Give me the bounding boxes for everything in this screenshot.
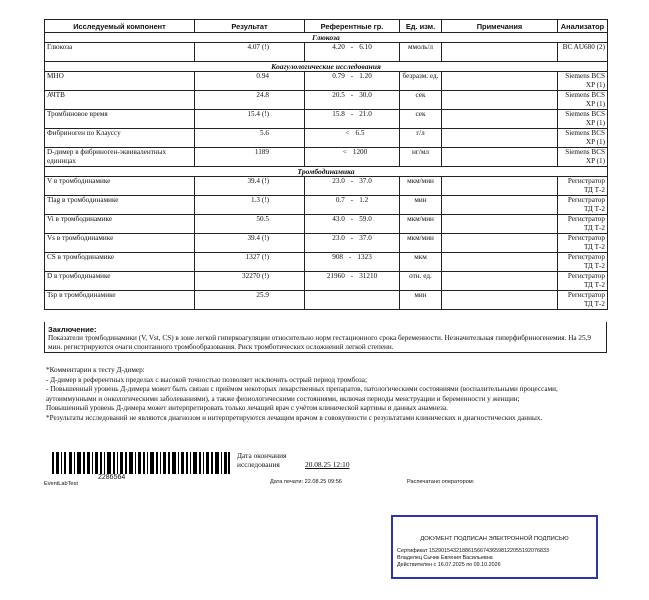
results-table xyxy=(44,19,608,310)
section-header-row xyxy=(45,33,608,43)
reference-low: 0.79 xyxy=(332,72,345,80)
unit: мин xyxy=(400,196,442,215)
reference-sep: - xyxy=(350,110,354,118)
printed-by-operator: Распечатано оператором: xyxy=(407,479,475,485)
table-header-row xyxy=(45,20,608,33)
reference-high: 6.5 xyxy=(355,129,365,137)
signature-certificate: Сертификат 1529015432188615667436598122055192076833 xyxy=(397,548,549,554)
reference-sep: - xyxy=(350,177,354,185)
comment-line: *Комментарии к тесту Д-димер: xyxy=(46,366,145,374)
note xyxy=(442,129,558,148)
unit: ммоль/л xyxy=(400,43,442,62)
reference-high: 37.0 xyxy=(359,177,372,185)
analyzer: Регистратор ТД Т-2 xyxy=(558,234,608,253)
analyzer: Регистратор ТД Т-2 xyxy=(558,196,608,215)
header-component: Исследуемый компонент xyxy=(45,20,195,33)
note xyxy=(442,234,558,253)
reference-range xyxy=(305,253,400,272)
header-reference: Референтные гр. xyxy=(305,20,400,33)
reference-sep: - xyxy=(350,234,354,242)
component-name: D-димер в фибриноген-эквивалентных единицах xyxy=(45,148,195,167)
reference-low: 23.0 xyxy=(332,177,345,185)
unit: безразм. ед. xyxy=(400,72,442,91)
table-row xyxy=(45,196,608,215)
reference-high: 37.0 xyxy=(359,234,372,242)
header-analyzer: Анализатор xyxy=(558,20,608,33)
comment-line: *Результаты исследований не являются диагнозом и интерпретируются лечащим врачом в совокупности с результатами клинических и диагностических данных. xyxy=(46,413,543,422)
result-value: 4.07 (!) xyxy=(195,43,305,62)
table-row xyxy=(45,110,608,129)
electronic-signature-stamp xyxy=(391,515,598,579)
reference-high: 21.0 xyxy=(359,110,372,118)
analyzer: Регистратор ТД Т-2 xyxy=(558,253,608,272)
section-title: Глюкоза xyxy=(45,33,608,43)
unit: мин xyxy=(400,291,442,310)
conclusion-block xyxy=(44,322,607,353)
analyzer: Siemens BCS XP (1) xyxy=(558,110,608,129)
end-date-value: 20.08.25 12:10 xyxy=(305,460,350,469)
note xyxy=(442,91,558,110)
section-header-row xyxy=(45,62,608,72)
component-name: D в тромбодинамике xyxy=(45,272,195,291)
reference-high: 1323 xyxy=(357,253,372,261)
reference-high: 1.20 xyxy=(359,72,372,80)
reference-low: 43.0 xyxy=(332,215,345,223)
reference-sep: < xyxy=(345,129,350,137)
result-value: 1327 (!) xyxy=(195,253,305,272)
analyzer: Siemens BCS XP (1) xyxy=(558,72,608,91)
header-notes: Примечания xyxy=(442,20,558,33)
reference-high: 1200 xyxy=(352,148,368,156)
reference-range xyxy=(305,291,400,310)
reference-range xyxy=(305,110,400,129)
unit: мкм xyxy=(400,253,442,272)
reference-sep: < xyxy=(342,148,347,156)
table-row xyxy=(45,72,608,91)
result-value: 24.8 xyxy=(195,91,305,110)
table-row xyxy=(45,43,608,62)
result-value: 5.6 xyxy=(195,129,305,148)
unit: отн. ед. xyxy=(400,272,442,291)
component-name: CS в тромбодинамике xyxy=(45,253,195,272)
barcode-number: 2286564 xyxy=(98,474,126,481)
reference-low: 21960 xyxy=(326,272,345,280)
reference-range xyxy=(305,215,400,234)
component-name: Тромбиновое время xyxy=(45,110,195,129)
reference-range xyxy=(305,177,400,196)
result-value: 39.4 (!) xyxy=(195,234,305,253)
reference-high: 59.0 xyxy=(359,215,372,223)
note xyxy=(442,177,558,196)
reference-low: 23.0 xyxy=(332,234,345,242)
component-name: Vs в тромбодинамике xyxy=(45,234,195,253)
comment-line: Повышенный уровень Д-димера может интерпретировать только лечащий врач с учётом клинической картины и данных анамнеза. xyxy=(46,404,448,412)
table-row xyxy=(45,129,608,148)
analyzer: Siemens BCS XP (1) xyxy=(558,148,608,167)
table-row xyxy=(45,272,608,291)
signature-validity: Действителен с 16.07.2025 по 09.10.2026 xyxy=(397,562,501,568)
reference-range xyxy=(305,148,400,167)
analyzer: BC AU680 (2) xyxy=(558,43,608,62)
comment-line: - Д-димер в референтных пределах с высокой точностью позволяет исключить острый период тромбоза; xyxy=(46,375,367,384)
component-name: МНО xyxy=(45,72,195,91)
reference-sep: - xyxy=(350,272,354,280)
result-value: 50.5 xyxy=(195,215,305,234)
unit: сек xyxy=(400,110,442,129)
reference-sep: - xyxy=(349,253,352,261)
note xyxy=(442,272,558,291)
analyzer: Регистратор ТД Т-2 xyxy=(558,215,608,234)
unit: г/л xyxy=(400,129,442,148)
result-value: 1189 xyxy=(195,148,305,167)
signature-title: ДОКУМЕНТ ПОДПИСАН ЭЛЕКТРОННОЙ ПОДПИСЬЮ xyxy=(420,536,569,542)
reference-high: 6.10 xyxy=(359,43,372,51)
reference-range xyxy=(305,72,400,91)
table-row xyxy=(45,291,608,310)
reference-range xyxy=(305,234,400,253)
analyzer: Регистратор ТД Т-2 xyxy=(558,272,608,291)
component-name: Фибриноген по Клауссу xyxy=(45,129,195,148)
component-name: Tsp в тромбодинамике xyxy=(45,291,195,310)
reference-sep: - xyxy=(350,196,354,204)
system-name: EventLabTest xyxy=(44,481,78,487)
reference-sep: - xyxy=(350,43,354,51)
reference-sep: - xyxy=(350,215,354,223)
reference-range xyxy=(305,129,400,148)
analyzer: Регистратор ТД Т-2 xyxy=(558,177,608,196)
component-name: V в тромбодинамике xyxy=(45,177,195,196)
reference-range xyxy=(305,43,400,62)
header-result: Результат xyxy=(195,20,305,33)
section-title: Тромбодинамика xyxy=(45,167,608,177)
unit: мкм/мин xyxy=(400,234,442,253)
result-value: 39.4 (!) xyxy=(195,177,305,196)
analyzer: Siemens BCS XP (1) xyxy=(558,129,608,148)
table-row xyxy=(45,177,608,196)
reference-low: 20.5 xyxy=(332,91,345,99)
result-value: 1.3 (!) xyxy=(195,196,305,215)
end-date-label: Дата окончания исследования xyxy=(237,451,287,469)
unit: сек xyxy=(400,91,442,110)
component-name: Vi в тромбодинамике xyxy=(45,215,195,234)
note xyxy=(442,215,558,234)
comment-line: - Повышенный уровень Д-димера может быть связан с приёмом некоторых лекарственных препаратов, патологическими состояниями (воспалительными процессами, аутоиммунными и онкологическими заболеваниями), а также физиологическими состояниями, включая периоды менструации и беременности у женщин; xyxy=(46,385,558,403)
reference-low: 908 xyxy=(332,253,343,261)
component-name: Глюкоза xyxy=(45,43,195,62)
reference-sep: - xyxy=(350,72,354,80)
section-title: Коагулологические исследования xyxy=(45,62,608,72)
reference-high: 1.2 xyxy=(359,196,369,204)
result-value: 15.4 (!) xyxy=(195,110,305,129)
print-date: Дата печати: 22.08.25 09:56 xyxy=(270,479,342,485)
reference-sep: - xyxy=(350,91,354,99)
reference-low: 0.7 xyxy=(335,196,345,204)
table-row xyxy=(45,148,608,167)
unit: нг/мл xyxy=(400,148,442,167)
reference-range xyxy=(305,91,400,110)
result-value: 25.9 xyxy=(195,291,305,310)
reference-low: 4.20 xyxy=(332,43,345,51)
unit: мкм/мин xyxy=(400,215,442,234)
comments-block xyxy=(46,366,606,423)
note xyxy=(442,253,558,272)
table-row xyxy=(45,234,608,253)
table-row xyxy=(45,91,608,110)
header-unit: Ед. изм. xyxy=(400,20,442,33)
barcode xyxy=(52,452,230,474)
analyzer: Siemens BCS XP (1) xyxy=(558,91,608,110)
reference-range xyxy=(305,196,400,215)
conclusion-text: Показатели тромбодинамики (V, Vst, CS) в зоне легкой гиперкоагуляции относительно норм гестационного срока беременности. Незначительная гиперфибриногенемия. На 25,9 мин. регистрируются очаги спонтанного тромбообразования. Риск тромботических осложнений легкой степени. xyxy=(48,334,591,351)
table-row xyxy=(45,253,608,272)
component-name: Tlag в тромбодинамике xyxy=(45,196,195,215)
note xyxy=(442,72,558,91)
result-value: 32270 (!) xyxy=(195,272,305,291)
section-header-row xyxy=(45,167,608,177)
unit: мкм/мин xyxy=(400,177,442,196)
reference-high: 30.0 xyxy=(359,91,372,99)
result-value: 0.94 xyxy=(195,72,305,91)
note xyxy=(442,196,558,215)
signature-owner: Владелец Сычик Евгения Васильевна xyxy=(397,555,493,561)
component-name: АЧТВ xyxy=(45,91,195,110)
reference-range xyxy=(305,272,400,291)
table-row xyxy=(45,215,608,234)
reference-low: 15.8 xyxy=(332,110,345,118)
analyzer: Регистратор ТД Т-2 xyxy=(558,291,608,310)
note xyxy=(442,110,558,129)
note xyxy=(442,148,558,167)
conclusion-title: Заключение: xyxy=(48,325,97,334)
note xyxy=(442,291,558,310)
note xyxy=(442,43,558,62)
reference-high: 31210 xyxy=(359,272,378,280)
